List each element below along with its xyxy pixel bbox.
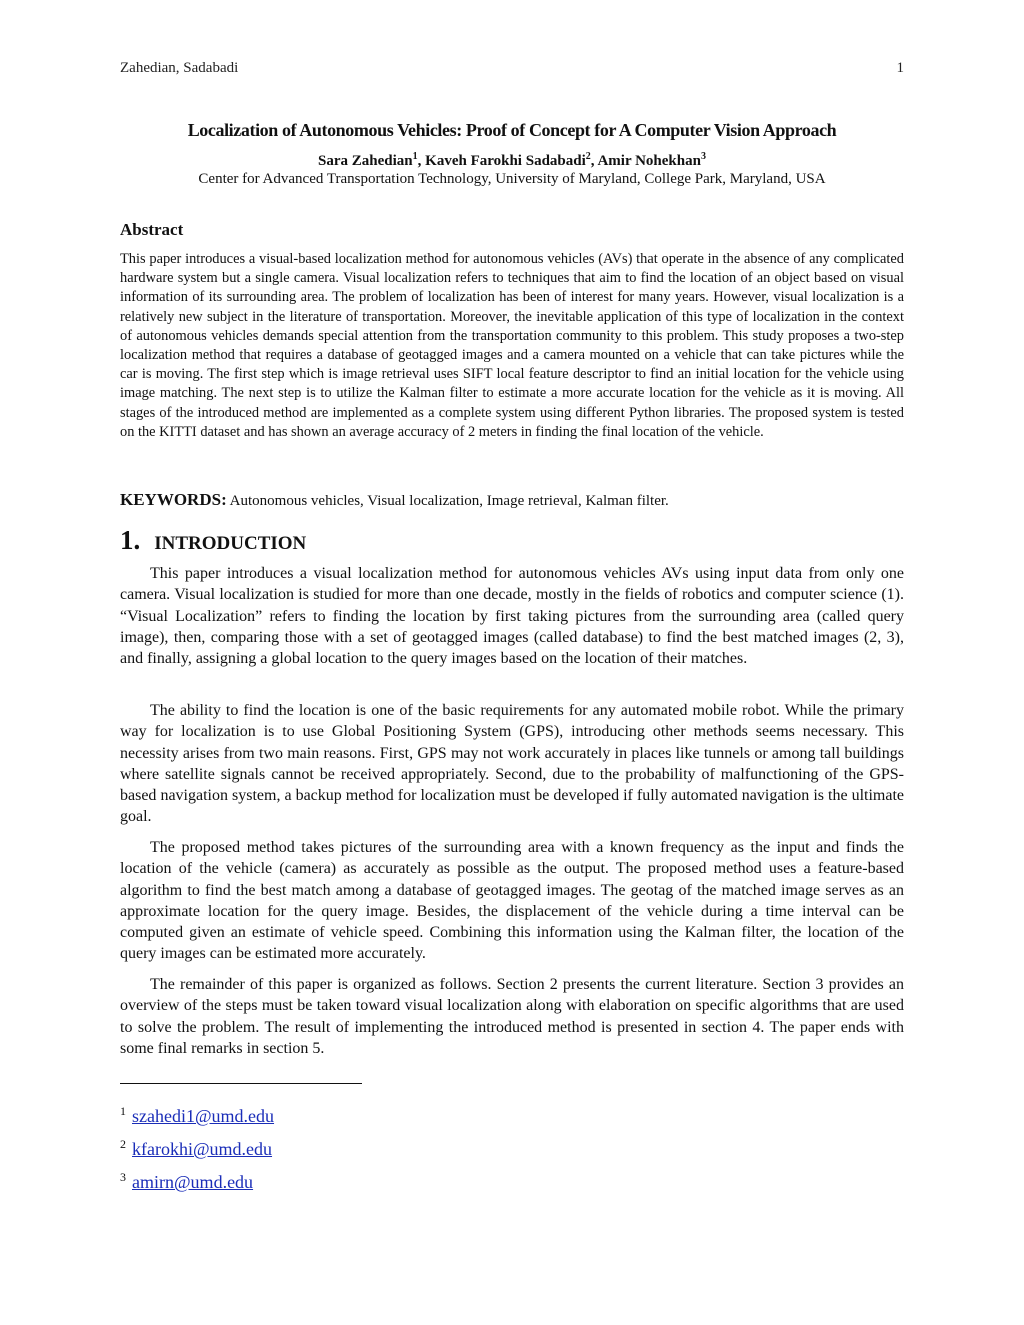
keywords-label: KEYWORDS:	[120, 490, 227, 509]
footnote	[120, 1137, 272, 1160]
page-number: 1	[896, 60, 904, 76]
body-paragraph: The proposed method takes pictures of the surrounding area with a known frequency as the input and finds the location of the vehicle (camera) as accurately as possible as the output. The proposed method uses a feature-based algorithm to find the best match among a database of geotagged images. The geotag of the matched image serves as an approximate location for the query image. Besides, the displacement of the vehicle during a time interval can be computed given an estimate of vehicle speed. Combining this information using the Kalman filter, the location of the query images can be estimated more accurately.	[120, 839, 904, 963]
footnote	[120, 1170, 253, 1193]
body-paragraph: The ability to find the location is one of the basic requirements for any automated mobile robot. While the primary way for localization is to use Global Positioning System (GPS), introducing other methods seems necessary. This necessity arises from two main reasons. First, GPS may not work accurately in places like tunnels or among tall buildings where satellite signals cannot be received appropriately. Second, due to the probability of malfunctioning of the GPS-based navigation system, a backup method for localization must be developed if fully automated navigation is the ultimate goal.	[120, 702, 904, 826]
author-footnote-mark: 1	[412, 151, 418, 162]
abstract-text: This paper introduces a visual-based localization method for autonomous vehicles (AVs) that operate in the absence of any complicated hardware system but a single camera. Visual localization refers to techniques that aim to find the location of an object based on visual information of its surrounding area. The problem of localization has been of interest for many years. However, visual localization is a relatively new subject in the literature of transportation. Moreover, the inevitable application of this type of localization in the context of autonomous vehicles demands special attention from the transportation community to this problem. This study proposes a two-step localization method that requires a database of geotagged images and a camera mounted on a vehicle that can take pictures while the car is moving. The first step which is image retrieval uses SIFT local feature descriptor to find an initial location for the vehicle using image matching. The next step is to utilize the Kalman filter to estimate a more accurate location for the vehicle as it is moving. All stages of the introduced method are implemented as a complete system using different Python libraries. The proposed system is tested on the KITTI dataset and has shown an average accuracy of 2 meters in finding the final location of the vehicle.	[120, 251, 904, 440]
affiliation: Center for Advanced Transportation Technology, University of Maryland, College Park, Maryland, USA	[198, 171, 826, 187]
footnote	[120, 1104, 274, 1127]
section-title: INTRODUCTION	[154, 533, 307, 554]
author-list: Sara Zahedian$^1$, Kaveh Farokhi Sadabadi$^2$, Amir Nohekhan$^3$	[318, 151, 706, 169]
section-number: 1.	[120, 525, 141, 555]
author-footnote-mark: 3	[700, 151, 706, 162]
footnote-divider	[120, 1083, 362, 1084]
abstract-heading: Abstract	[120, 220, 184, 239]
footnote-mark: 2	[120, 1137, 126, 1151]
email-link[interactable]: szahedi1@umd.edu	[132, 1106, 275, 1126]
author-name: Sara Zahedian	[318, 153, 413, 169]
keywords	[120, 490, 904, 510]
footnote-mark: 3	[120, 1170, 126, 1184]
paper-title: Localization of Autonomous Vehicles: Proof of Concept for A Computer Vision Approach	[187, 120, 837, 140]
author-name: Kaveh Farokhi Sadabadi	[425, 153, 586, 169]
keywords-text: Autonomous vehicles, Visual localization, Image retrieval, Kalman filter.	[226, 493, 669, 509]
running-head-authors: Zahedian, Sadabadi	[120, 60, 239, 76]
body-paragraph: This paper introduces a visual localization method for autonomous vehicles AVs using input data from only one camera. Visual localization is studied for more than one decade, mostly in the fields of robotics and computer science (1). “Visual Localization” refers to finding the location by first taking pictures from the surrounding area (called query image), then, comparing those with a set of geotagged images (called database) to find the best matched images (2, 3), and finally, assigning a global location to the query images based on the location of their matches.	[120, 565, 904, 668]
running-header	[120, 60, 904, 77]
email-link[interactable]: amirn@umd.edu	[132, 1172, 254, 1192]
footnote-mark: 1	[120, 1104, 126, 1118]
author-name: Amir Nohekhan	[597, 153, 701, 169]
section-heading	[120, 525, 306, 556]
body-paragraph: The remainder of this paper is organized as follows. Section 2 presents the current literature. Section 3 provides an overview of the steps must be taken toward visual localization along with elaboration on specific algorithms that are used to solve the problem. The result of implementing the introduced method is presented in section 4. The paper ends with some final remarks in section 5.	[120, 976, 904, 1057]
email-link[interactable]: kfarokhi@umd.edu	[132, 1139, 273, 1159]
author-footnote-mark: 2	[585, 151, 591, 162]
